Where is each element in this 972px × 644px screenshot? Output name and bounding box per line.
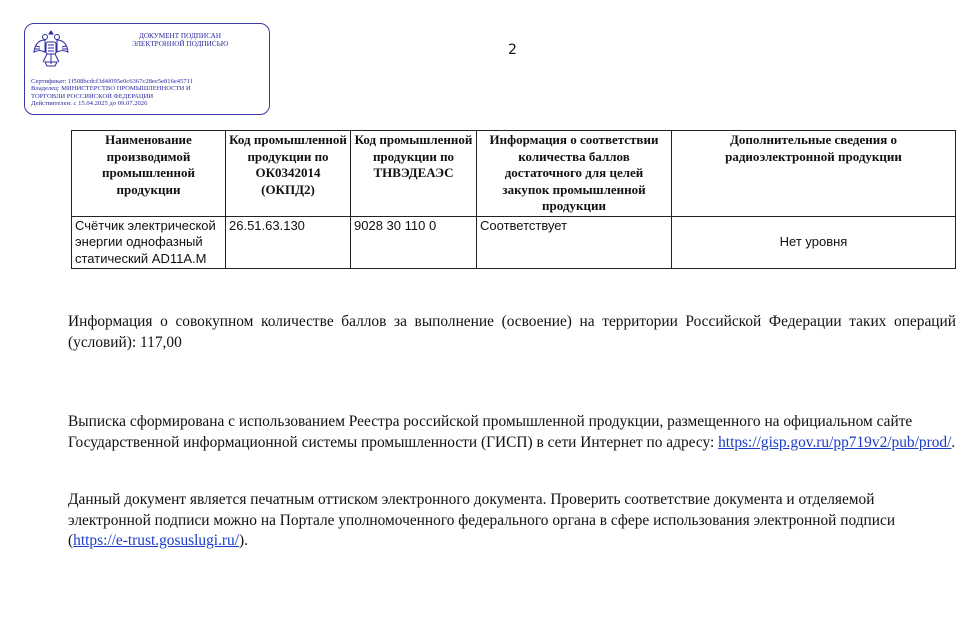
gisp-link[interactable]: https://gisp.gov.ru/pp719v2/pub/prod/ (718, 433, 952, 451)
registry-text: Выписка сформирована с использованием Реестра российской промышленной продукции, размещенного на официальном сайте Государственной информационной системы промышленности (ГИСП) в сети Интернет по адресу: (68, 413, 913, 451)
stamp-header-line1: ДОКУМЕНТ ПОДПИСАН (138, 32, 222, 40)
russian-coat-of-arms-icon (33, 28, 69, 70)
registry-suffix: . (951, 433, 956, 451)
e-trust-link[interactable]: https://e-trust.gosuslugi.ru/ (73, 532, 240, 549)
header-product-name: Наименование производимой промышленной продукции (72, 131, 226, 217)
registry-paragraph (68, 412, 956, 453)
header-score-compliance: Информация о соответствии количества баллов достаточного для целей закупок промышленной продукции (477, 131, 672, 217)
score-paragraph: Информация о совокупном количестве баллов за выполнение (освоение) на территории Российской Федерации таких операций (условий): 117,00 (68, 313, 956, 351)
table-header-row (72, 131, 956, 217)
stamp-header (95, 32, 265, 48)
stamp-owner-line1: Владелец: МИНИСТЕРСТВО ПРОМЫШЛЕННОСТИ И (31, 85, 191, 93)
stamp-owner-line2: ТОРГОВЛИ РОССИЙСКОЙ ФЕДЕРАЦИИ (31, 92, 154, 100)
table-row (72, 216, 956, 269)
stamp-certificate: Сертификат: 1f508bcdcf3d4f095e0c6367c28ee5e816e45711 (31, 78, 194, 85)
disclaimer-paragraph (68, 490, 956, 552)
disclaimer-text: Данный документ является печатным оттиском электронного документа. Проверить соответствие документа и отделяемой электронной подписи можно на Портале уполномоченного федерального органа в сфере использования электронной подписи ( (68, 491, 896, 549)
products-table (71, 130, 956, 269)
electronic-signature-stamp (24, 23, 270, 115)
stamp-header-line2: ЭЛЕКТРОННОЙ ПОДПИСЬЮ (131, 40, 229, 48)
cell-compliance: Соответствует (477, 216, 672, 269)
header-tnved-code: Код промышленной продукции по ТНВЭДЕАЭС (351, 131, 477, 217)
disclaimer-suffix: ). (239, 532, 249, 549)
stamp-validity: Действителен: с 15.04.2025 до 09.07.2026 (31, 100, 148, 108)
header-okpd2-code: Код промышленной продукции по ОК0342014 (ОКПД2) (226, 131, 351, 217)
cell-okpd2-code: 26.51.63.130 (226, 216, 351, 269)
stamp-details (31, 78, 267, 108)
cell-extra-info: Нет уровня (672, 216, 956, 269)
cell-product-name: Счётчик электрической энергии однофазный статический AD11A.M (72, 216, 226, 269)
page-number: 2 (508, 42, 517, 58)
cell-tnved-code: 9028 30 110 0 (351, 216, 477, 269)
header-radioelectronic-info: Дополнительные сведения о радиоэлектронной продукции (672, 131, 956, 217)
